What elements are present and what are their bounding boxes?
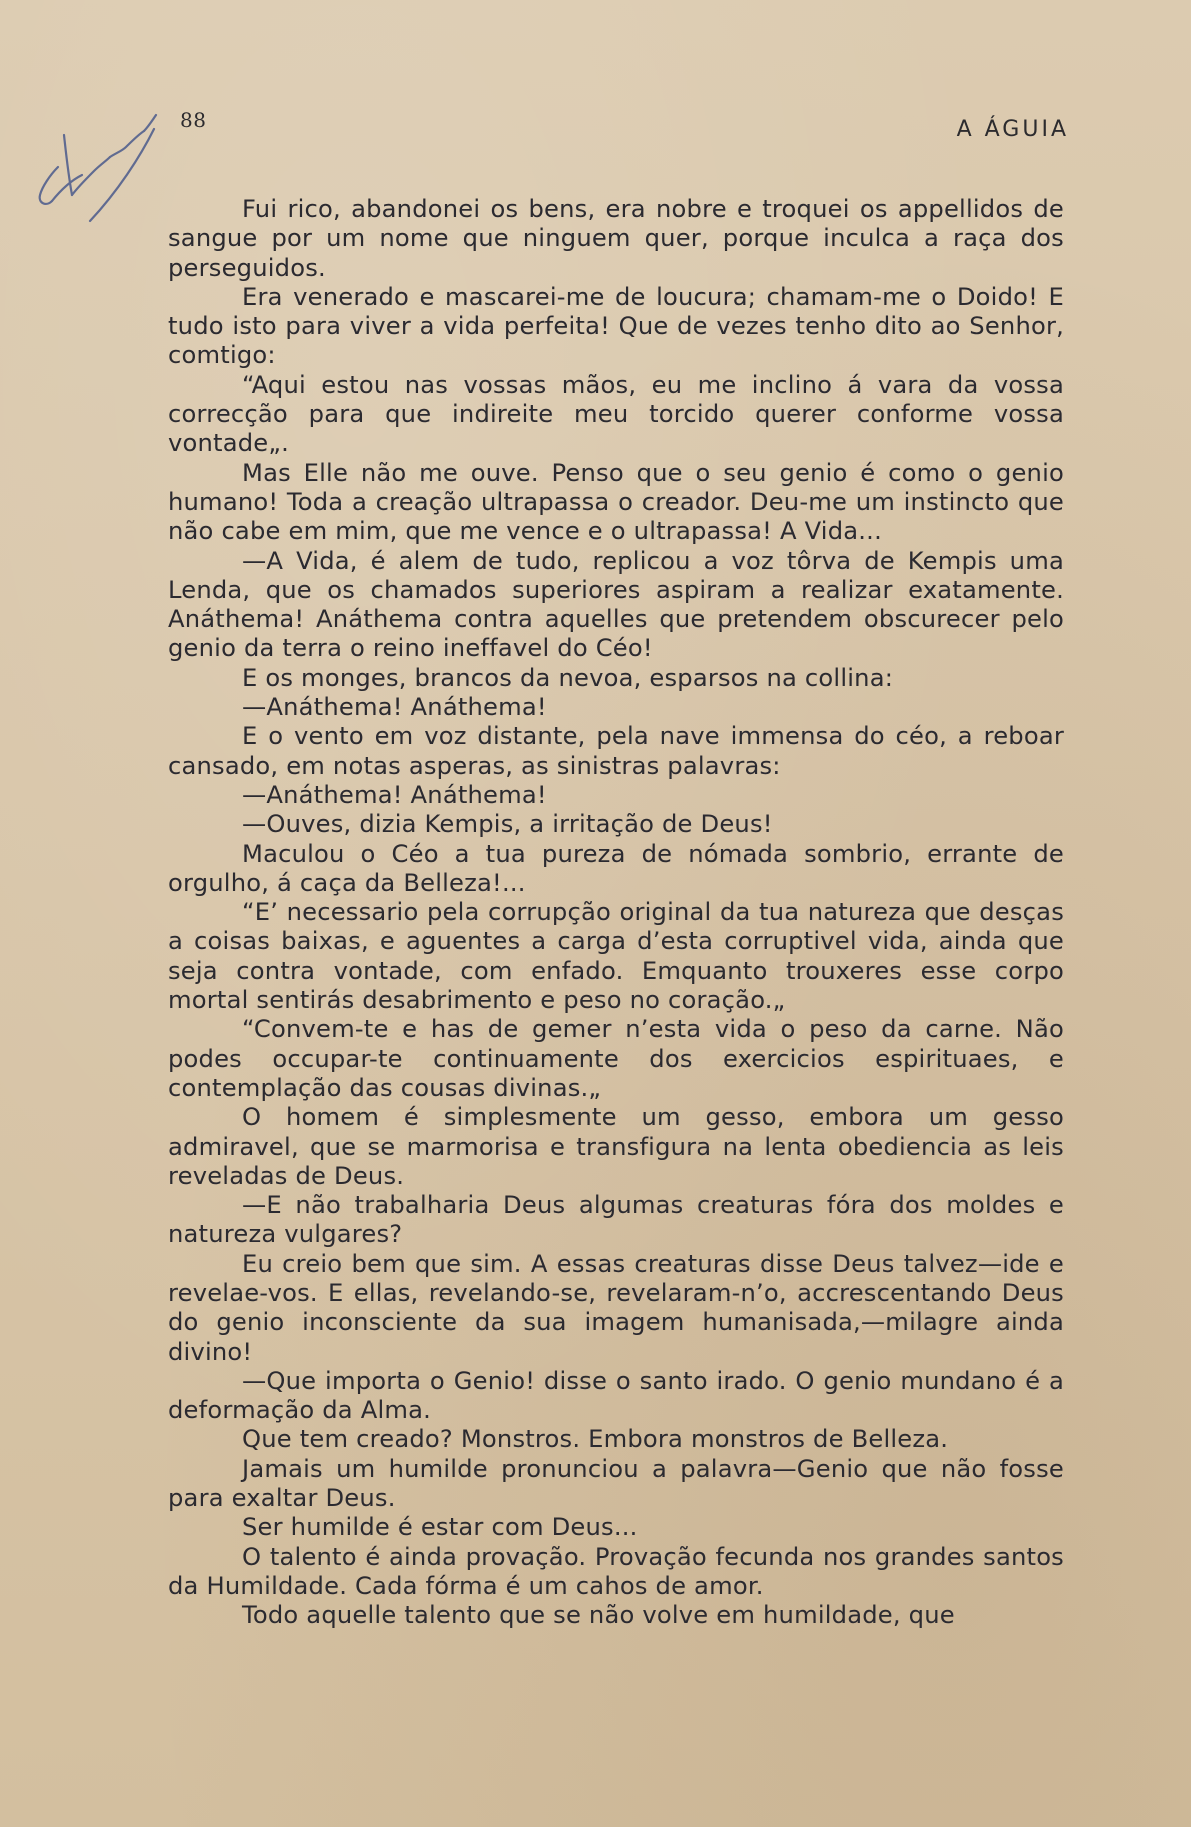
page-number: 88 — [180, 108, 207, 132]
paragraph: Mas Elle não me ouve. Penso que o seu genio é como o genio humano! Toda a creação ultrapassa o creador. Deu-me um instincto que não cabe em mim, que me vence e o ultrapassa! A Vida... — [168, 458, 1064, 546]
paragraph: Maculou o Céo a tua pureza de nómada sombrio, errante de orgulho, á caça da Belleza!... — [168, 839, 1064, 897]
paragraph: “Convem-te e has de gemer n’esta vida o peso da carne. Não podes occupar-te continuamente dos exercicios espirituaes, e contemplação das cousas divinas.„ — [168, 1015, 1064, 1102]
paragraph: Jamais um humilde pronunciou a palavra—Genio que não fosse para exaltar Deus. — [168, 1454, 1064, 1513]
paragraph: E o vento em voz distante, pela nave immensa do céo, a reboar cansado, em notas asperas, as sinistras palavras: — [168, 722, 1064, 780]
paragraph: E os monges, brancos da nevoa, esparsos na collina: — [242, 663, 894, 692]
paragraph: O talento é ainda provação. Provação fecunda nos grandes santos da Humildade. Cada fórma é um cahos de amor. — [168, 1542, 1064, 1600]
text-body — [168, 195, 1064, 1631]
paragraph: —A Vida, é alem de tudo, replicou a voz tôrva de Kempis uma Lenda, que os chamados superiores aspiram a realizar exatamente. Anáthema! Anáthema contra aquelles que pretendem obscurecer pelo genio da terra o reino ineffavel do Céo! — [168, 546, 1064, 663]
paragraph: —Ouves, dizia Kempis, a irritação de Deus! — [242, 810, 773, 839]
paragraph: “E’ necessario pela corrupção original da tua natureza que desças a coisas baixas, e aguentes a carga d’esta corruptivel vida, ainda que seja contra vontade, com enfado. Emquanto trouxeres esse corpo mortal sentirás desabrimento e peso no coração.„ — [168, 898, 1064, 1015]
paragraph: Fui rico, abandonei os bens, era nobre e troquei os appellidos de sangue por um nome que ninguem quer, porque inculca a raça dos perseguidos. — [168, 195, 1064, 282]
paragraph: Era venerado e mascarei-me de loucura; chamam-me o Doido! E tudo isto para viver a vida perfeita! Que de vezes tenho dito ao Senhor, comtigo: — [168, 282, 1064, 370]
paragraph: —E não trabalharia Deus algumas creaturas fóra dos moldes e natureza vulgares? — [168, 1191, 1064, 1249]
paragraph: Ser humilde é estar com Deus... — [242, 1513, 638, 1542]
paragraph: O homem é simplesmente um gesso, embora um gesso admiravel, que se marmorisa e transfigura na lenta obediencia as leis reveladas de Deus. — [168, 1103, 1064, 1190]
paragraph: Que tem creado? Monstros. Embora monstros de Belleza. — [242, 1425, 949, 1454]
running-head: A ÁGUIA — [956, 117, 1069, 142]
paragraph: “Aqui estou nas vossas mãos, eu me inclino á vara da vossa correcção para que indireite meu torcido querer conforme vossa vontade„. — [168, 370, 1064, 458]
paragraph: —Anáthema! Anáthema! — [242, 693, 547, 722]
paragraph: —Anáthema! Anáthema! — [242, 780, 547, 809]
paragraph: Todo aquelle talento que se não volve em humildade, que — [242, 1601, 955, 1630]
paragraph: Eu creio bem que sim. A essas creaturas disse Deus talvez—ide e revelae-vos. E ellas, revelando-se, revelaram-n’o, accrescentando Deus do genio inconsciente da sua imagem humanisada,—milagre ainda divino! — [168, 1249, 1064, 1366]
paragraph: —Que importa o Genio! disse o santo irado. O genio mundano é a deformação da Alma. — [168, 1366, 1064, 1425]
